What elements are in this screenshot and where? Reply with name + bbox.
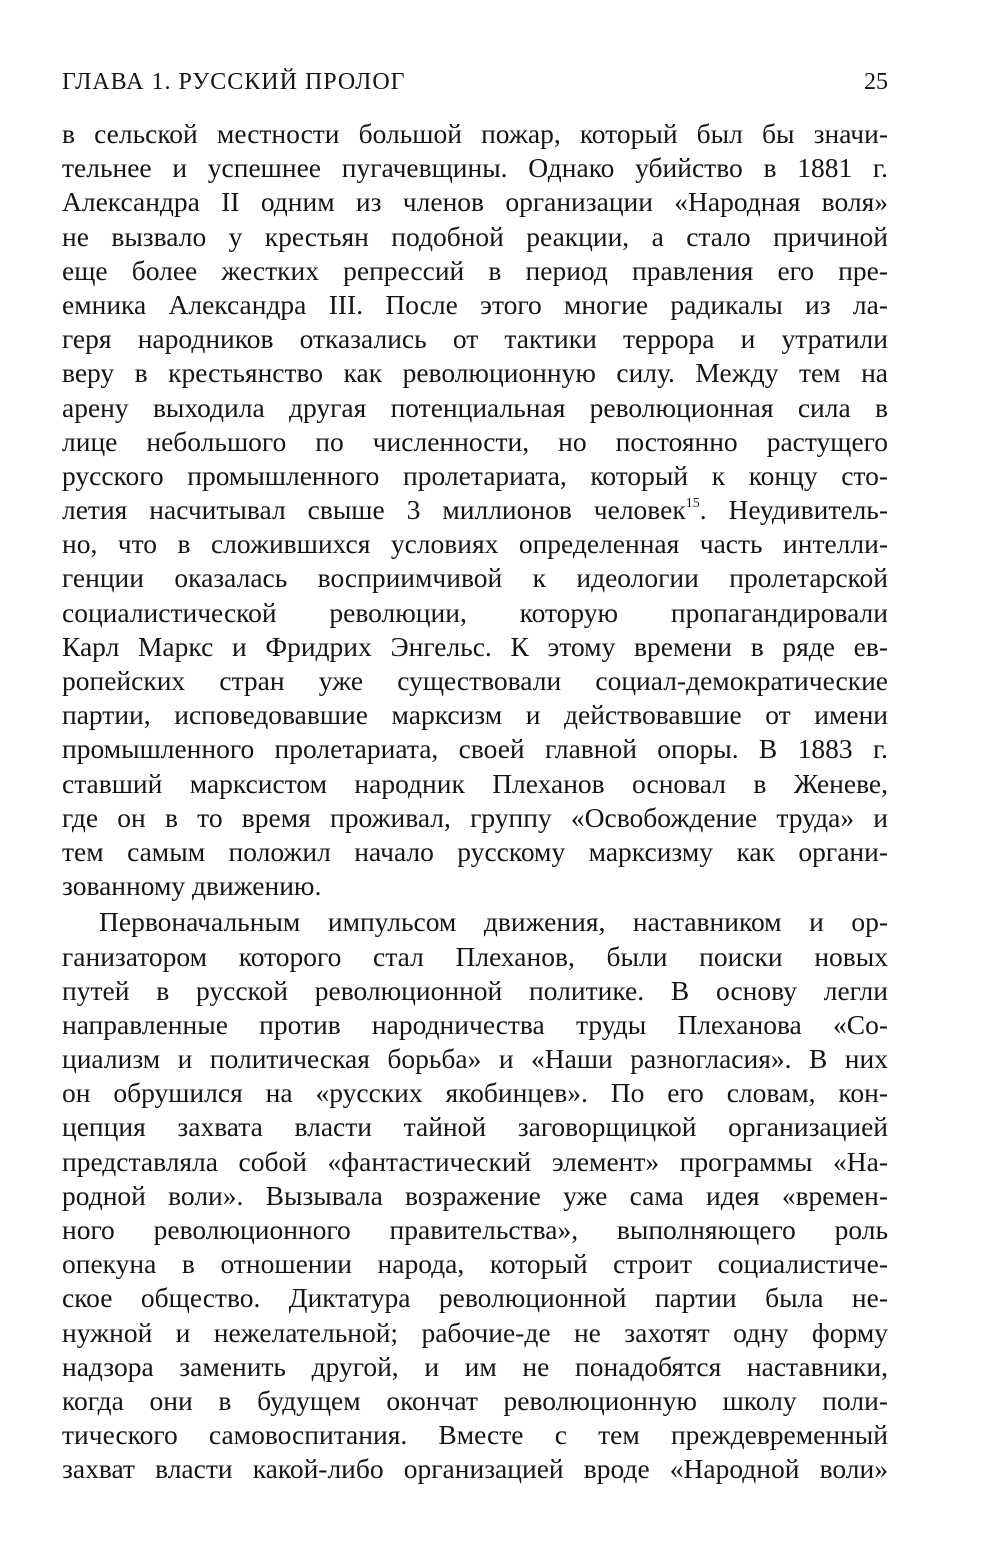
text-line: надзора заменить другой, и им не понадобятся наставники,: [62, 1350, 888, 1382]
text-line: ское общество. Диктатура революционной партии была не-: [62, 1282, 888, 1314]
paragraph-1: [62, 117, 888, 903]
text-line: ганизатором которого стал Плеханов, были поиски новых: [62, 940, 888, 972]
text-line: тельнее и успешнее пугачевщины. Однако убийство в 1881 г.: [62, 152, 888, 184]
text-line: ного революционного правительства», выполняющего роль: [62, 1214, 888, 1245]
text-line: в сельской местности большой пожар, который был бы значи-: [62, 118, 888, 149]
text-line: веру в крестьянство как революционную силу. Между тем на: [62, 357, 888, 389]
text-line: арену выходила другая потенциальная революционная сила в: [62, 391, 888, 423]
text-line: захват власти какой-либо организацией вроде «Народной воли»: [62, 1453, 888, 1485]
text-line-with-footnote: [62, 493, 888, 527]
text-line: емника Александра III. После этого многие радикалы из ла-: [62, 288, 888, 320]
text-line: Карл Маркс и Фридрих Энгельс. К этому времени в ряде ев-: [62, 630, 888, 662]
text-line: Александра II одним из членов организации «Народная воля»: [62, 186, 888, 218]
text-line: лице небольшого по численности, но постоянно растущего: [62, 425, 888, 457]
page-number: 25: [864, 69, 888, 95]
text-line: ропейских стран уже существовали социал-демократические: [62, 665, 888, 696]
text-line: тического самовоспитания. Вместе с тем преждевременный: [62, 1419, 888, 1451]
text-line: генции оказалась восприимчивой к идеологии пролетарской: [62, 562, 888, 594]
text-line: промышленного пролетариата, своей главной опоры. В 1883 г.: [62, 733, 888, 765]
text-line: ставший марксистом народник Плеханов основал в Женеве,: [62, 767, 888, 799]
text-line: опекуна в отношении народа, который строит социалистиче-: [62, 1248, 888, 1280]
text-line: направленные против народничества труды Плеханова «Со-: [62, 1008, 888, 1040]
text-fragment: летия насчитывал свыше 3 миллионов человек: [62, 494, 686, 526]
text-line: путей в русской революционной политике. В основу легли: [62, 974, 888, 1006]
text-line: нужной и нежелательной; рабочие-де не захотят одну форму: [62, 1316, 888, 1348]
text-line: он обрушился на «русских якобинцев». По его словам, кон-: [62, 1077, 888, 1109]
text-line: циализм и политическая борьба» и «Наши разногласия». В них: [62, 1043, 888, 1075]
text-line: родной воли». Вызывала возражение уже сама идея «времен-: [62, 1179, 888, 1211]
text-line: когда они в будущем окончат революционную школу поли-: [62, 1384, 888, 1416]
text-line: представляла собой «фантастический элемент» программы «На-: [62, 1145, 888, 1177]
text-line: зованному движению.: [62, 870, 322, 902]
text-line: не вызвало у крестьян подобной реакции, а стало причиной: [62, 220, 888, 252]
chapter-title: ГЛАВА 1. РУССКИЙ ПРОЛОГ: [62, 69, 406, 95]
text-line: еще более жестких репрессий в период правления его пре-: [62, 254, 888, 286]
body-text: [62, 117, 888, 1487]
text-line: но, что в сложившихся условиях определенная часть интелли-: [62, 528, 888, 560]
paragraph-2: [62, 905, 888, 1486]
text-fragment: . Неудивитель-: [699, 494, 888, 526]
text-line: где он в то время проживал, группу «Освобождение труда» и: [62, 801, 888, 833]
text-line: цепция захвата власти тайной заговорщицкой организацией: [62, 1111, 888, 1143]
footnote-reference: 15: [685, 495, 700, 511]
text-line: русского промышленного пролетариата, который к концу сто-: [62, 459, 888, 491]
text-line: социалистической революции, которую пропагандировали: [62, 596, 888, 628]
running-header: [62, 62, 888, 102]
text-line: тем самым положил начало русскому марксизму как органи-: [62, 835, 888, 867]
text-line: партии, исповедовавшие марксизм и действовавшие от имени: [62, 699, 888, 731]
text-line: геря народников отказались от тактики террора и утратили: [62, 323, 888, 355]
text-line: Первоначальным импульсом движения, наставником и ор-: [99, 906, 888, 938]
